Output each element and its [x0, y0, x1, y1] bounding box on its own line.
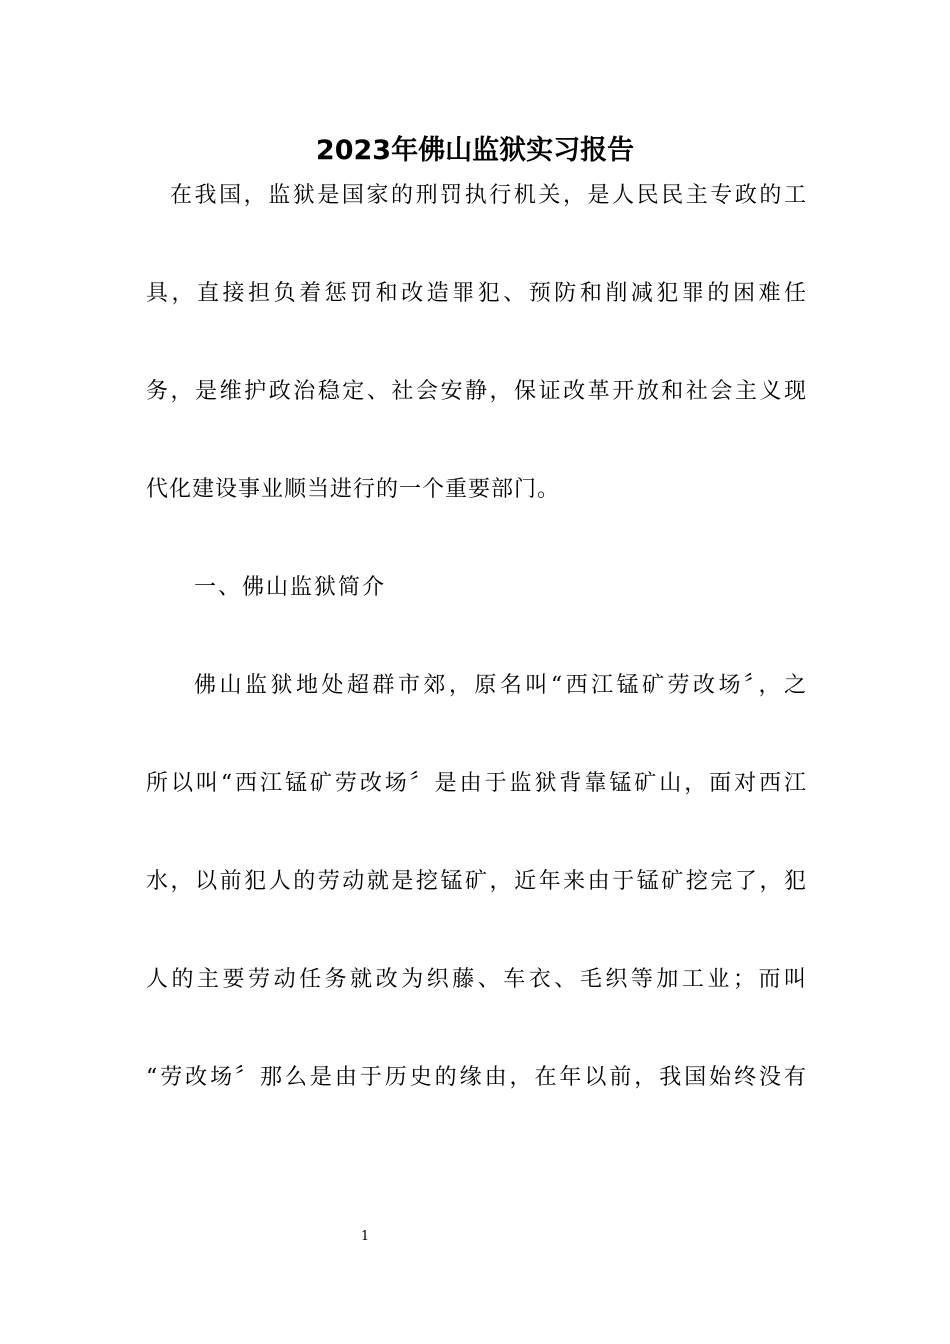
paragraph-line: 务，是维护政治稳定、社会安静，保证改革开放和社会主义现 — [146, 379, 806, 404]
paragraph-line: 代化建设事业顺当进行的一个重要部门。 — [146, 477, 561, 502]
paragraph-line: “劳改场〞那么是由于历史的缘由，在年以前，我国始终没有 — [146, 1065, 806, 1090]
paragraph-line: 具，直接担负着惩罚和改造罪犯、预防和削减犯罪的困难任 — [146, 281, 806, 306]
page-number: 1 — [360, 1229, 370, 1244]
document-title: 2023年佛山监狱实习报告 — [315, 135, 635, 166]
paragraph-line: 所以叫“西江锰矿劳改场〞是由于监狱背靠锰矿山，面对西江 — [146, 771, 806, 796]
paragraph-line: 佛山监狱地处超群市郊，原名叫“西江锰矿劳改场〞，之 — [194, 673, 806, 698]
paragraph-line: 人的主要劳动任务就改为织藤、车衣、毛织等加工业；而叫 — [146, 967, 806, 992]
paragraph-line: 在我国，监狱是国家的刑罚执行机关，是人民民主专政的工 — [170, 183, 806, 208]
paragraph-line: 水，以前犯人的劳动就是挖锰矿，近年来由于锰矿挖完了，犯 — [146, 869, 806, 894]
section-heading: 一、佛山监狱简介 — [194, 575, 387, 600]
